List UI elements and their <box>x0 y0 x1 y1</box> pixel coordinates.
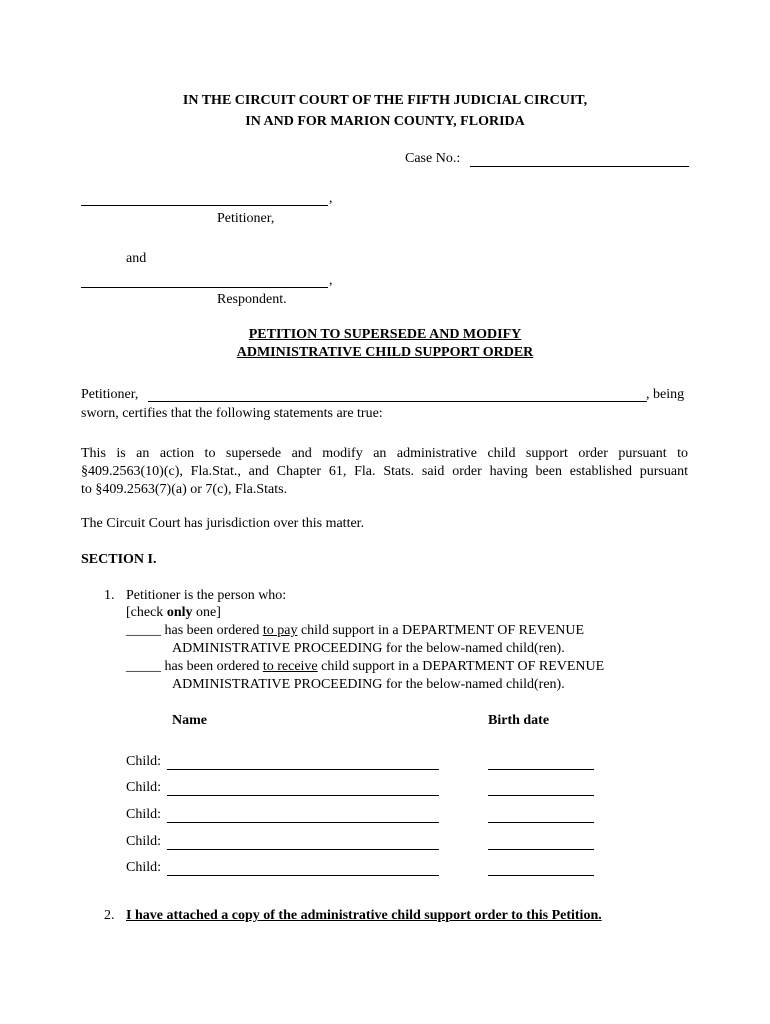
intro-sworn-line: sworn, certifies that the following statements are true: <box>81 406 383 421</box>
child-label: Child: <box>126 834 162 849</box>
case-no-field[interactable] <box>470 166 689 167</box>
item1-number: 1. <box>104 588 115 603</box>
petitioner-comma: , <box>329 191 333 206</box>
petitioner-name-field[interactable] <box>81 205 328 206</box>
check-prefix: [check <box>126 605 167 620</box>
child-label: Child: <box>126 860 162 875</box>
option-pay-line2: ADMINISTRATIVE PROCEEDING for the below-named child(ren). <box>172 641 565 656</box>
child-name-field[interactable] <box>167 795 439 796</box>
child-row <box>126 807 161 823</box>
intro-petitioner-prefix: Petitioner, <box>81 387 139 402</box>
child-label: Child: <box>126 807 162 822</box>
child-birth-date-field[interactable] <box>488 769 594 770</box>
child-name-field[interactable] <box>167 875 439 876</box>
action-paragraph <box>81 445 688 499</box>
child-label: Child: <box>126 754 162 769</box>
intro-being-suffix: , being <box>646 387 685 402</box>
petitioner-label: Petitioner, <box>217 211 275 226</box>
option-pay-pre: has been ordered <box>161 623 263 638</box>
child-birth-date-field[interactable] <box>488 822 594 823</box>
child-name-field[interactable] <box>167 849 439 850</box>
respondent-name-field[interactable] <box>81 287 328 288</box>
child-row <box>126 780 161 796</box>
option-receive <box>126 659 604 675</box>
child-label: Child: <box>126 780 162 795</box>
action-paragraph-line3: to §409.2563(7)(a) or 7(c), Fla.Stats. <box>81 482 288 497</box>
child-birth-date-field[interactable] <box>488 849 594 850</box>
and-label: and <box>126 251 147 266</box>
item1-check-instruction <box>126 605 221 621</box>
case-no-label: Case No.: <box>405 151 461 166</box>
column-header-name: Name <box>172 713 207 728</box>
section-heading: SECTION I. <box>81 552 157 567</box>
child-row <box>126 754 161 770</box>
item2-text: I have attached a copy of the administrative child support order to this Petition. <box>126 908 602 923</box>
jurisdiction-statement: The Circuit Court has jurisdiction over this matter. <box>81 516 365 531</box>
child-name-field[interactable] <box>167 769 439 770</box>
child-name-field[interactable] <box>167 822 439 823</box>
option-receive-underlined: to receive <box>262 659 318 674</box>
option-pay-post: child support in a DEPARTMENT OF REVENUE <box>297 623 585 638</box>
option-receive-pre: has been ordered <box>161 659 263 674</box>
court-heading-line1: IN THE CIRCUIT COURT OF THE FIFTH JUDICIAL CIRCUIT, <box>182 93 588 108</box>
intro-petitioner-name-field[interactable] <box>148 401 647 402</box>
option-receive-post: child support in a DEPARTMENT OF REVENUE <box>317 659 605 674</box>
child-birth-date-field[interactable] <box>488 795 594 796</box>
petition-title-line1: PETITION TO SUPERSEDE AND MODIFY <box>248 327 522 342</box>
petition-title-line2: ADMINISTRATIVE CHILD SUPPORT ORDER <box>236 345 534 360</box>
respondent-comma: , <box>329 273 333 288</box>
child-row <box>126 860 161 876</box>
check-suffix: one] <box>192 605 221 620</box>
column-header-birth-date: Birth date <box>488 713 550 728</box>
respondent-label: Respondent. <box>217 292 287 307</box>
child-birth-date-field[interactable] <box>488 875 594 876</box>
item2-number: 2. <box>104 908 115 923</box>
item1-lead: Petitioner is the person who: <box>126 588 287 603</box>
action-paragraph-line2: §409.2563(10)(c), Fla.Stat., and Chapter 61, Fla. Stats. said order having been established pursuant <box>81 464 688 479</box>
option-receive-checkbox-blank[interactable]: _____ <box>126 659 161 674</box>
option-pay-underlined: to pay <box>262 623 298 638</box>
action-paragraph-line1: This is an action to supersede and modify an administrative child support order pursuant to <box>81 446 688 461</box>
check-only: only <box>166 605 193 620</box>
child-row <box>126 834 161 850</box>
option-pay-checkbox-blank[interactable]: _____ <box>126 623 161 638</box>
option-pay <box>126 623 584 639</box>
option-receive-line2: ADMINISTRATIVE PROCEEDING for the below-named child(ren). <box>172 677 565 692</box>
court-heading-line2: IN AND FOR MARION COUNTY, FLORIDA <box>245 114 525 129</box>
